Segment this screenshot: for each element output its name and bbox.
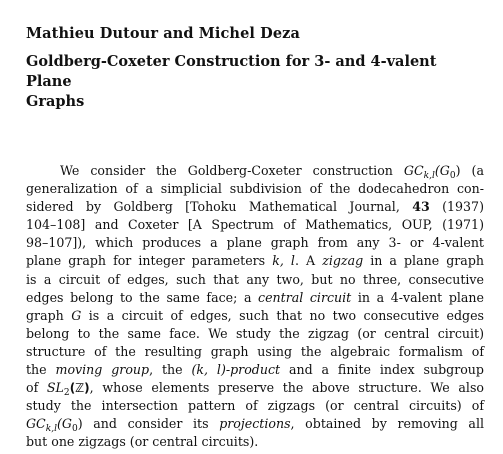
math-gc-argument: (G — [434, 163, 450, 178]
abstract-line-13 — [26, 379, 484, 397]
math-gc-2 — [26, 416, 78, 435]
abstract-line-12 — [26, 361, 484, 379]
abstract-line-3 — [26, 198, 484, 216]
math-gc-argument-subscript: 0 — [449, 171, 456, 182]
abstract-line-9 — [26, 307, 484, 325]
math-k-l-pair: (k, l) — [191, 362, 226, 378]
abstract-line-6 — [26, 252, 484, 270]
abstract-line-11: structure of the resulting graph using the algebraic formalism of — [26, 343, 484, 359]
text-run: , the — [149, 362, 192, 378]
text-run: . A — [294, 253, 323, 269]
text-run: plane graph for integer parameters — [26, 253, 273, 269]
text-run: and a finite index subgroup — [280, 362, 484, 378]
paper-title-line-1: Goldberg-Coxeter Construction for 3- and 4-valent Plane — [26, 53, 437, 90]
term-moving-group: moving group — [55, 362, 150, 378]
abstract-line-5: 98–107]), which produces a plane graph from any 3- or 4-valent — [26, 235, 484, 251]
text-run: (1937) — [429, 199, 484, 215]
text-run: and consider its — [82, 416, 220, 432]
text-run: graph — [26, 307, 72, 323]
text-run: in a 4-valent plane — [351, 289, 485, 305]
abstract-line-10: belong to the same face. We study the zigzag (or central circuit) — [26, 325, 484, 341]
math-gc — [403, 163, 456, 182]
math-k-l: k, l — [272, 253, 295, 269]
math-gc-subscript: k,l — [423, 171, 435, 182]
text-run: sidered by Goldberg [Tohoku Mathematical Journal, — [26, 199, 413, 215]
text-run: (a — [460, 163, 484, 178]
math-g: G — [71, 307, 82, 323]
abstract-line-7: is a circuit of edges, such that any two, but no three, consecutive — [26, 271, 484, 287]
math-gc-argument: (G — [56, 416, 72, 432]
math-sl-subscript: 2 — [63, 388, 70, 399]
math-gc-close: ) — [455, 163, 461, 178]
text-run: edges belong to the same face; a — [26, 289, 259, 305]
paper-title — [26, 52, 479, 112]
math-gc-close: ) — [77, 416, 83, 432]
authors: Mathieu Dutour and Michel Deza — [26, 25, 300, 42]
paper-title-line-2: Graphs — [26, 93, 85, 110]
abstract-line-4: 104–108] and Coxeter [A Spectrum of Mathematics, OUP, (1971) — [26, 217, 484, 233]
abstract-line-14: study the intersection pattern of zigzags (or central circuits) of — [26, 398, 484, 414]
abstract-line-15 — [26, 415, 484, 433]
math-gc-subscript: k,l — [45, 424, 57, 435]
abstract-line-1 — [26, 162, 484, 180]
text-run: of — [26, 380, 47, 396]
math-integers: (ℤ) — [69, 381, 90, 396]
volume-number: 43 — [412, 199, 430, 215]
abstract-body — [26, 162, 484, 452]
abstract-line-2: generalization of a simplicial subdivision of the dodecahedron con- — [26, 181, 484, 197]
text-run: is a circuit of edges, such that no two consecutive edges — [81, 307, 484, 323]
math-sl-symbol: SL — [46, 380, 64, 396]
text-run: in a plane graph — [363, 253, 484, 269]
text-run: the — [26, 362, 56, 378]
math-gc-argument-subscript: 0 — [71, 424, 78, 435]
text-run: , obtained by removing all — [290, 416, 484, 432]
term-projections: projections — [219, 416, 291, 432]
math-sl2z — [46, 380, 70, 399]
math-gc-symbol: GC — [26, 416, 46, 432]
term-zigzag: zigzag — [322, 253, 364, 269]
abstract-line-16: but one zigzags (or central circuits). — [26, 434, 259, 450]
term-central-circuit: central circuit — [258, 289, 352, 305]
math-gc-symbol: GC — [403, 163, 424, 178]
abstract-line-8 — [26, 289, 484, 307]
text-run: We consider the Goldberg-Coxeter construction — [60, 163, 404, 178]
term-product: -product — [225, 362, 281, 378]
text-run: , whose elements preserve the above structure. We also — [89, 380, 484, 396]
